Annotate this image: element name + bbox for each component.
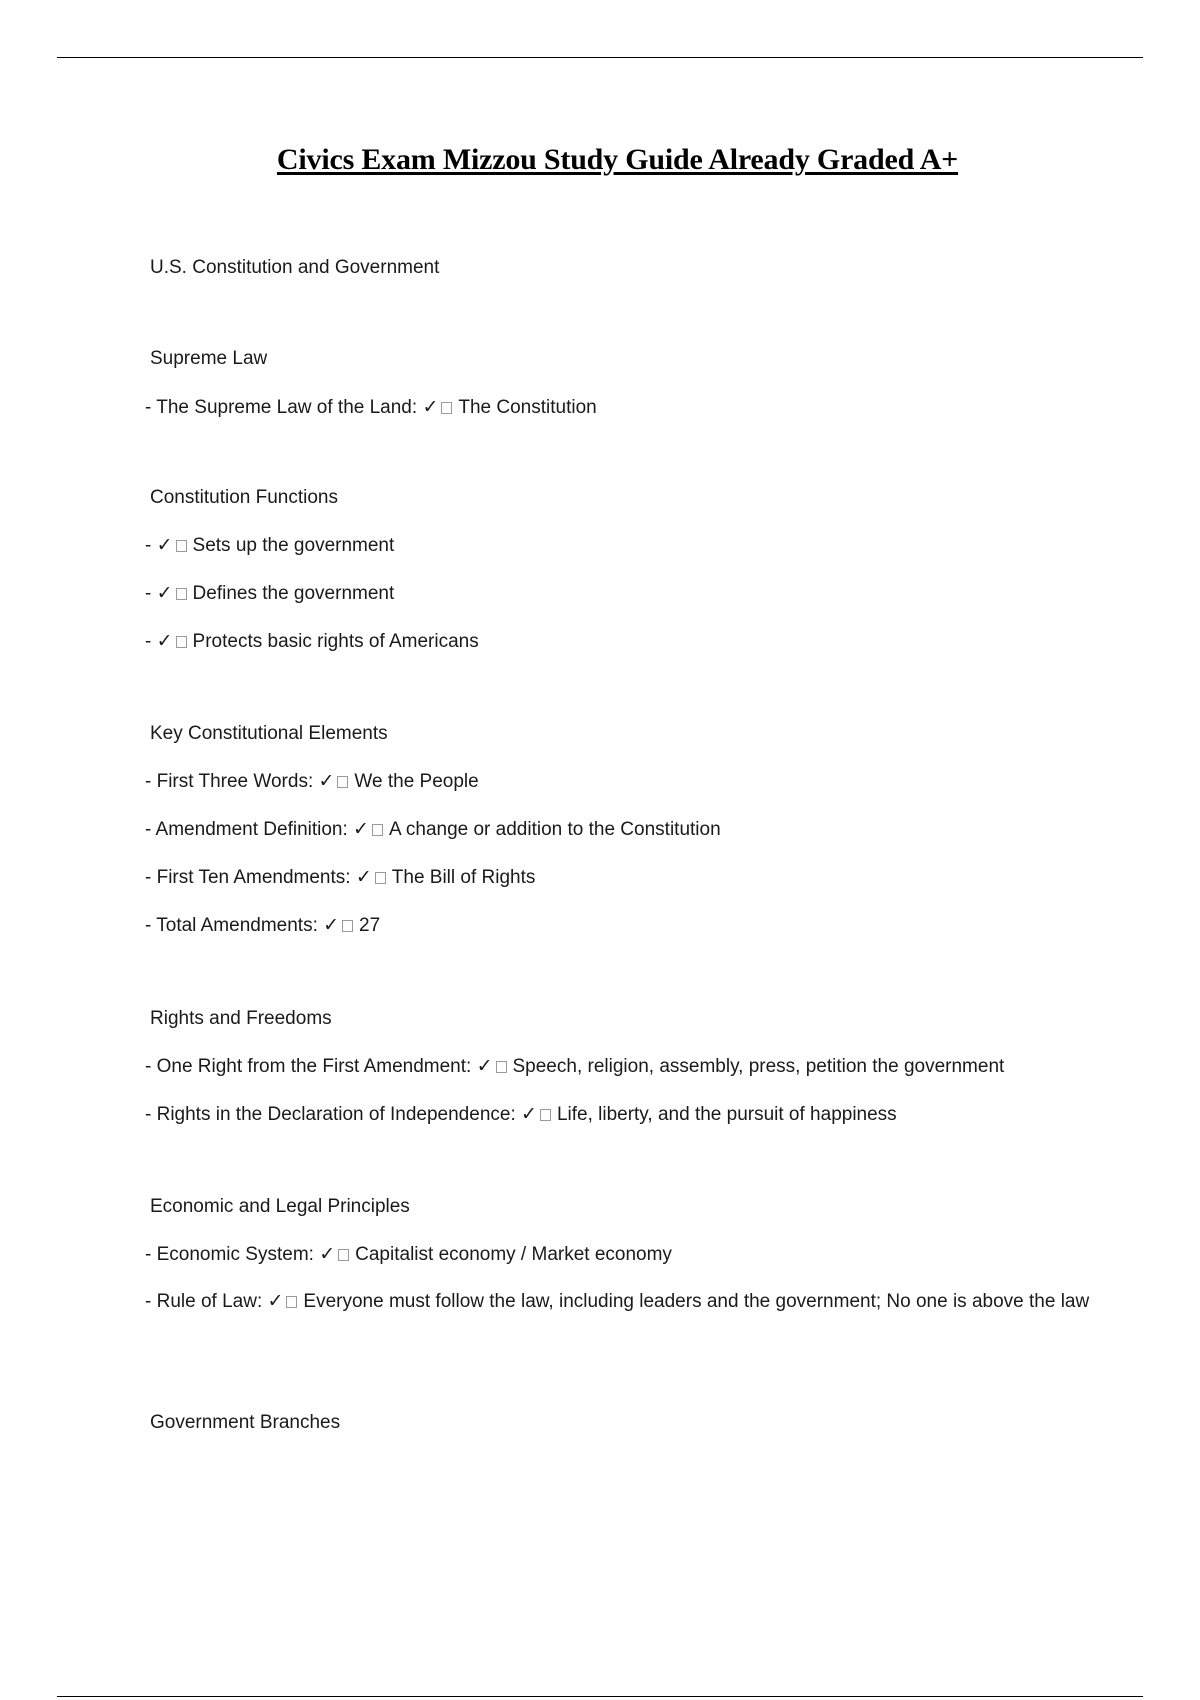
section-heading-rights-freedoms: Rights and Freedoms [150, 1008, 332, 1029]
check-icon: ✓ [156, 630, 173, 652]
check-icon: ✓ [267, 1290, 284, 1312]
item-answer: The Constitution [458, 397, 597, 418]
checkbox-icon [540, 1109, 551, 1121]
check-icon: ✓ [476, 1055, 493, 1077]
item-answer: Capitalist economy / Market economy [355, 1244, 672, 1265]
list-item [145, 1103, 897, 1126]
list-item [145, 770, 479, 793]
item-prefix: - [145, 535, 157, 556]
item-answer: We the People [354, 771, 479, 792]
checkbox-icon [176, 588, 187, 600]
checkbox-icon [338, 1249, 349, 1261]
check-icon: ✓ [521, 1103, 537, 1125]
checkbox-icon [286, 1296, 297, 1308]
list-item [145, 534, 394, 557]
item-prefix: - Economic System: [145, 1244, 320, 1265]
section-heading-economic-legal: Economic and Legal Principles [150, 1196, 410, 1217]
top-rule [57, 57, 1143, 58]
checkbox-icon [342, 920, 353, 932]
item-answer: A change or addition to the Constitution [388, 819, 721, 840]
item-prefix: - Total Amendments: [145, 915, 324, 936]
item-prefix: - [145, 631, 157, 652]
item-prefix: - Rule of Law: [145, 1291, 268, 1312]
check-icon: ✓ [156, 582, 173, 604]
section-heading-key-elements: Key Constitutional Elements [150, 723, 388, 744]
item-answer: 27 [359, 915, 381, 936]
item-prefix: - First Three Words: [145, 771, 319, 792]
list-item [145, 1055, 1004, 1078]
item-answer: Life, liberty, and the pursuit of happiness [556, 1104, 897, 1125]
list-item [145, 582, 394, 605]
check-icon: ✓ [156, 534, 173, 556]
item-answer: Sets up the government [192, 535, 395, 556]
check-icon: ✓ [355, 866, 372, 888]
list-item [145, 818, 721, 841]
checkbox-icon [372, 824, 383, 836]
list-item [145, 1243, 672, 1266]
section-heading-supreme-law: Supreme Law [150, 348, 268, 369]
item-answer: Everyone must follow the law, including leaders and the government; No one is above the law [303, 1291, 1090, 1312]
item-answer: Protects basic rights of Americans [192, 631, 479, 652]
list-item [145, 396, 597, 419]
list-item [145, 866, 535, 889]
bottom-rule [57, 1696, 1143, 1697]
check-icon: ✓ [353, 818, 369, 840]
checkbox-icon [337, 776, 348, 788]
section-heading-constitution-functions: Constitution Functions [150, 487, 338, 508]
item-prefix: - The Supreme Law of the Land: [145, 397, 423, 418]
list-item [145, 630, 479, 653]
item-answer: Speech, religion, assembly, press, petition the government [512, 1056, 1005, 1077]
item-answer: The Bill of Rights [391, 867, 536, 888]
item-answer: Defines the government [192, 583, 395, 604]
item-prefix: - [145, 583, 157, 604]
list-item [145, 914, 380, 937]
checkbox-icon [496, 1061, 507, 1073]
check-icon: ✓ [323, 914, 340, 936]
document-title: Civics Exam Mizzou Study Guide Already Graded A+ [276, 143, 959, 176]
check-icon: ✓ [422, 396, 439, 418]
list-item [145, 1286, 1095, 1317]
checkbox-icon [176, 636, 187, 648]
item-prefix: - First Ten Amendments: [145, 867, 356, 888]
check-icon: ✓ [318, 770, 335, 792]
item-prefix: - One Right from the First Amendment: [145, 1056, 477, 1077]
checkbox-icon [375, 872, 386, 884]
check-icon: ✓ [319, 1243, 336, 1265]
checkbox-icon [441, 402, 452, 414]
section-heading-government-branches: Government Branches [150, 1412, 341, 1433]
checkbox-icon [176, 540, 187, 552]
item-prefix: - Amendment Definition: [145, 819, 354, 840]
subject-heading: U.S. Constitution and Government [150, 257, 440, 278]
item-prefix: - Rights in the Declaration of Independence: [145, 1104, 522, 1125]
